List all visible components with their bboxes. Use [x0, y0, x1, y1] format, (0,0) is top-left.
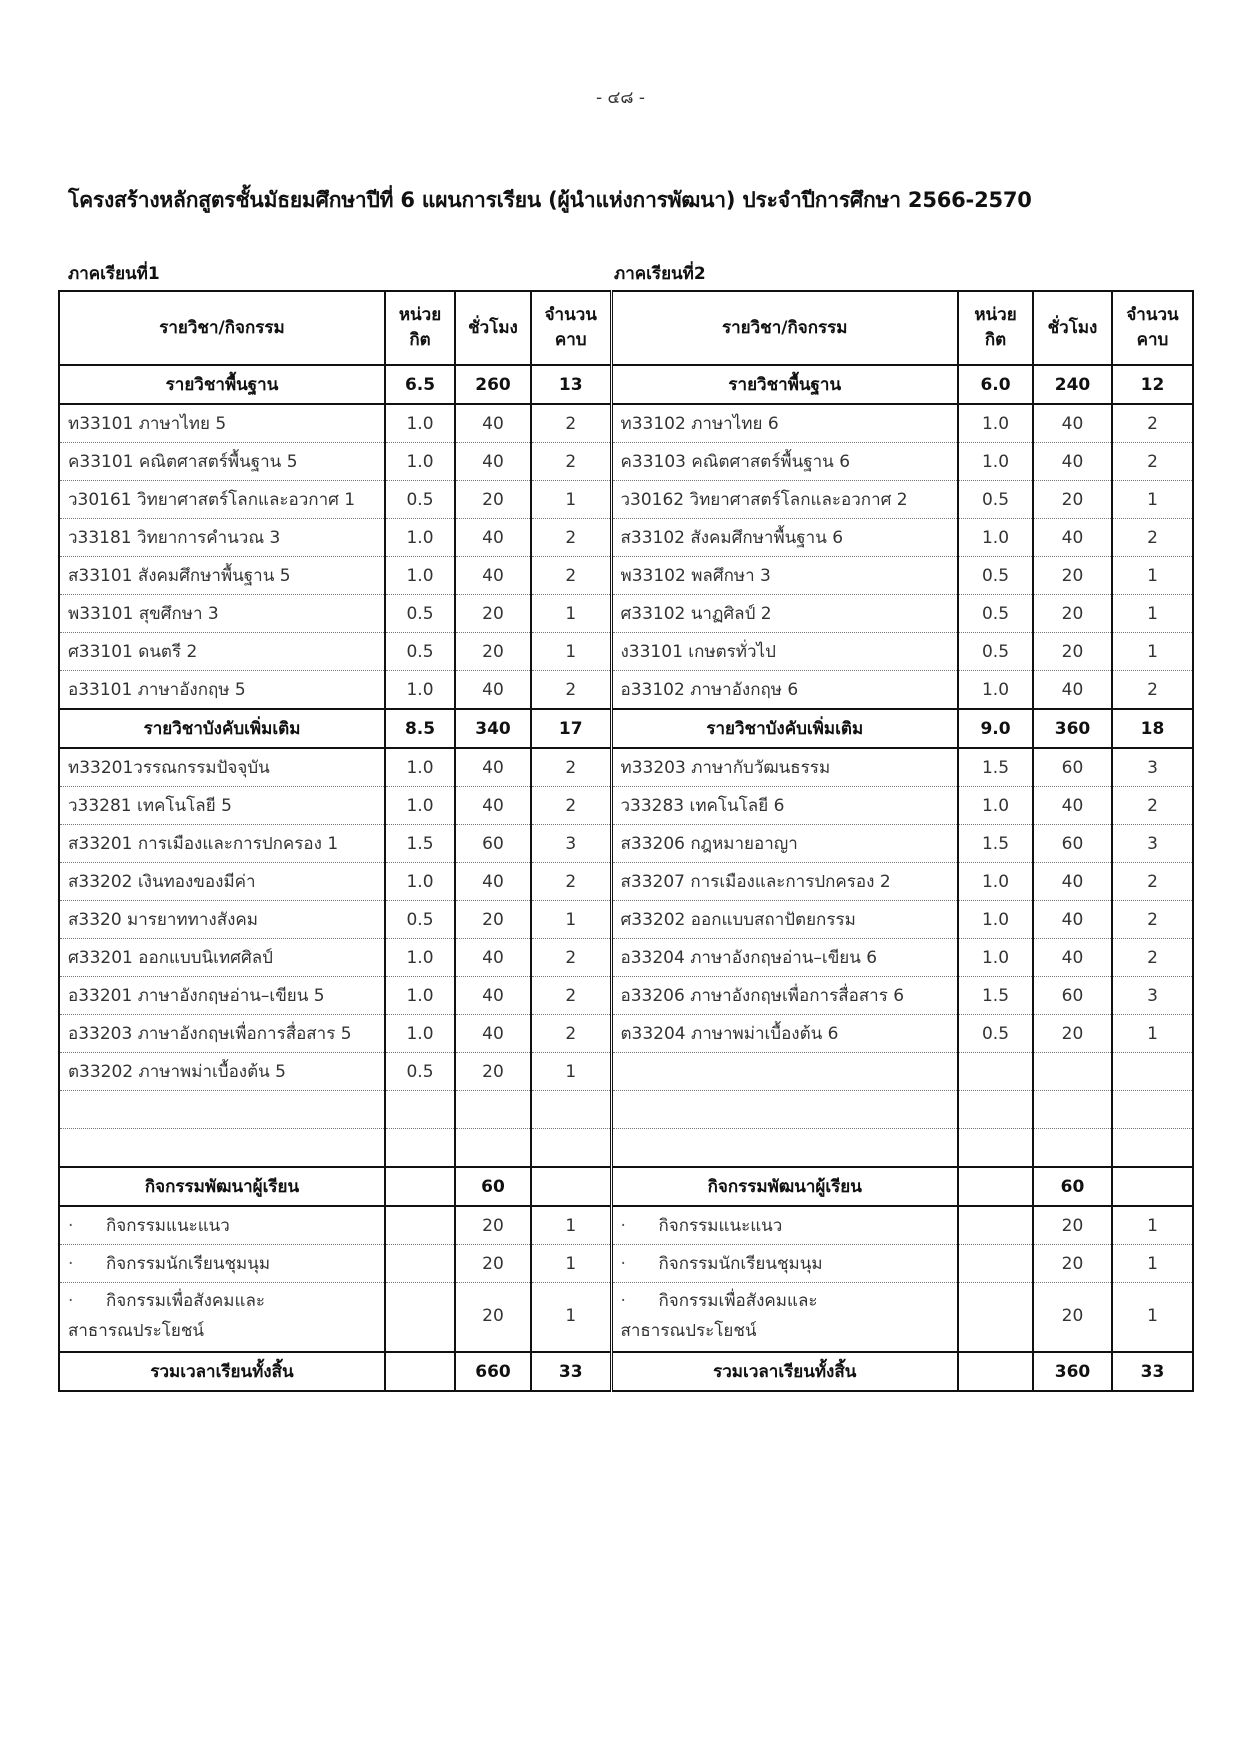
periods-cell: 2 [1112, 901, 1193, 939]
subject-cell: ส33201 การเมืองและการปกครอง 1 [59, 825, 385, 863]
table-row [59, 1129, 1193, 1168]
periods-cell: 2 [531, 748, 611, 787]
hours-cell: 20 [455, 1245, 531, 1283]
table-row [59, 1053, 1193, 1091]
document-title: โครงสร้างหลักสูตรชั้นมัธยมศึกษาปีที่ 6 แผนการเรียน (ผู้นำแห่งการพัฒนา) ประจำปีการศึกษา 2566-2570 [68, 188, 1032, 212]
empty-cell [958, 1129, 1033, 1168]
section-hours: 60 [1033, 1167, 1112, 1206]
subject-cell: ต33202 ภาษาพม่าเบื้องต้น 5 [59, 1053, 385, 1091]
periods-cell: 1 [1112, 1015, 1193, 1053]
hours-cell: 20 [455, 1053, 531, 1091]
hours-cell: 40 [455, 748, 531, 787]
header-periods-line1: จำนวน [544, 305, 597, 326]
periods-cell: 1 [1112, 557, 1193, 595]
hours-cell: 20 [1033, 481, 1112, 519]
subject-cell [59, 1245, 385, 1283]
empty-cell [1112, 1053, 1193, 1091]
subject-cell: ส3320 มารยาททางสังคม [59, 901, 385, 939]
subject-line1: กิจกรรมเพื่อสังคมและ [106, 1291, 266, 1312]
bullet-icon: · [620, 1291, 626, 1312]
hours-cell: 40 [455, 1015, 531, 1053]
term1-label: ภาคเรียนที่1 [68, 264, 160, 284]
periods-cell: 2 [531, 557, 611, 595]
subject-cell: อ33203 ภาษาอังกฤษเพื่อการสื่อสาร 5 [59, 1015, 385, 1053]
credit-cell: 1.0 [385, 977, 455, 1015]
total-label: รวมเวลาเรียนทั้งสิ้น [611, 1352, 958, 1391]
table-row [59, 1245, 1193, 1283]
empty-cell [611, 1053, 958, 1091]
hours-cell: 40 [455, 977, 531, 1015]
header-credit-line2: กิต [409, 330, 431, 350]
curriculum-table [58, 290, 1194, 1392]
hours-cell: 40 [1033, 901, 1112, 939]
periods-cell: 1 [1112, 1206, 1193, 1245]
header-subject: รายวิชา/กิจกรรม [59, 291, 385, 365]
subject-cell [611, 1206, 958, 1245]
subject-cell: ค33101 คณิตศาสตร์พื้นฐาน 5 [59, 443, 385, 481]
hours-cell: 60 [455, 825, 531, 863]
subject-cell [59, 1283, 385, 1353]
subject-cell: ศ33101 ดนตรี 2 [59, 633, 385, 671]
subject-cell: ส33207 การเมืองและการปกครอง 2 [611, 863, 958, 901]
table-header-row [59, 291, 1193, 365]
table-row [59, 1206, 1193, 1245]
section-label: รายวิชาพื้นฐาน [59, 365, 385, 404]
credit-cell: 1.0 [385, 404, 455, 443]
credit-cell: 1.0 [958, 519, 1033, 557]
total-credit [958, 1352, 1033, 1391]
hours-cell: 40 [1033, 863, 1112, 901]
hours-cell: 20 [455, 1283, 531, 1353]
section-credit: 9.0 [958, 709, 1033, 748]
periods-cell: 1 [531, 1283, 611, 1353]
subject-cell: ว33283 เทคโนโลยี 6 [611, 787, 958, 825]
section-hours: 60 [455, 1167, 531, 1206]
credit-cell: 0.5 [385, 595, 455, 633]
periods-cell: 2 [1112, 863, 1193, 901]
subject-cell: ส33206 กฎหมายอาญา [611, 825, 958, 863]
header-subject-term2: รายวิชา/กิจกรรม [611, 291, 958, 365]
header-credit-term2 [958, 291, 1033, 365]
empty-cell [958, 1091, 1033, 1129]
credit-cell: 1.0 [385, 787, 455, 825]
subject-cell: ท33101 ภาษาไทย 5 [59, 404, 385, 443]
table-row [59, 748, 1193, 787]
header-hours: ชั่วโมง [455, 291, 531, 365]
table-row [59, 671, 1193, 710]
table-row [59, 481, 1193, 519]
periods-cell: 2 [531, 787, 611, 825]
header-hours-term2: ชั่วโมง [1033, 291, 1112, 365]
section-credit [385, 1167, 455, 1206]
section-label: รายวิชาพื้นฐาน [611, 365, 958, 404]
hours-cell: 40 [455, 443, 531, 481]
total-hours: 360 [1033, 1352, 1112, 1391]
hours-cell: 40 [455, 404, 531, 443]
subject-cell: ท33102 ภาษาไทย 6 [611, 404, 958, 443]
subject-cell: อ33201 ภาษาอังกฤษอ่าน–เขียน 5 [59, 977, 385, 1015]
section-periods [531, 1167, 611, 1206]
subject-cell: ส33202 เงินทองของมีค่า [59, 863, 385, 901]
table-row [59, 1015, 1193, 1053]
credit-cell: 0.5 [385, 633, 455, 671]
subject-cell [611, 1245, 958, 1283]
table-row [59, 595, 1193, 633]
credit-cell: 1.0 [385, 939, 455, 977]
subject-cell: ต33204 ภาษาพม่าเบื้องต้น 6 [611, 1015, 958, 1053]
table-row [59, 901, 1193, 939]
periods-cell: 2 [1112, 939, 1193, 977]
section-hours: 340 [455, 709, 531, 748]
subject-cell: ว30162 วิทยาศาสตร์โลกและอวกาศ 2 [611, 481, 958, 519]
subject-cell: ส33102 สังคมศึกษาพื้นฐาน 6 [611, 519, 958, 557]
empty-cell [1112, 1091, 1193, 1129]
periods-cell: 2 [1112, 519, 1193, 557]
periods-cell: 3 [1112, 825, 1193, 863]
section-row-basic [59, 365, 1193, 404]
hours-cell: 60 [1033, 977, 1112, 1015]
header-credit-line2: กิต [984, 330, 1007, 350]
credit-cell: 0.5 [385, 481, 455, 519]
section-hours: 360 [1033, 709, 1112, 748]
subject-cell: พ33102 พลศึกษา 3 [611, 557, 958, 595]
hours-cell: 40 [455, 863, 531, 901]
section-row-elective [59, 709, 1193, 748]
subject-line2: สาธารณประโยชน์ [68, 1321, 205, 1341]
table-row [59, 404, 1193, 443]
subject-cell: อ33101 ภาษาอังกฤษ 5 [59, 671, 385, 710]
section-hours: 240 [1033, 365, 1112, 404]
periods-cell: 1 [531, 1245, 611, 1283]
empty-cell [958, 1053, 1033, 1091]
credit-cell: 1.0 [385, 519, 455, 557]
empty-cell [531, 1091, 611, 1129]
hours-cell: 20 [1033, 1206, 1112, 1245]
subject-cell: ค33103 คณิตศาสตร์พื้นฐาน 6 [611, 443, 958, 481]
empty-cell [1033, 1129, 1112, 1168]
table-row [59, 633, 1193, 671]
subject-cell: อ33204 ภาษาอังกฤษอ่าน–เขียน 6 [611, 939, 958, 977]
credit-cell [385, 1245, 455, 1283]
subject-cell: ศ33202 ออกแบบสถาปัตยกรรม [611, 901, 958, 939]
credit-cell: 1.0 [958, 939, 1033, 977]
empty-cell [59, 1091, 385, 1129]
periods-cell: 2 [531, 863, 611, 901]
subject-line1: กิจกรรมเพื่อสังคมและ [658, 1291, 818, 1312]
subject-cell: อ33102 ภาษาอังกฤษ 6 [611, 671, 958, 710]
periods-cell: 1 [531, 901, 611, 939]
credit-cell: 1.0 [385, 671, 455, 710]
total-label: รวมเวลาเรียนทั้งสิ้น [59, 1352, 385, 1391]
header-periods-line1: จำนวน [1126, 305, 1179, 326]
credit-cell: 1.0 [958, 787, 1033, 825]
credit-cell: 1.0 [958, 671, 1033, 710]
periods-cell: 1 [531, 595, 611, 633]
section-periods [1112, 1167, 1193, 1206]
hours-cell: 20 [1033, 557, 1112, 595]
hours-cell: 20 [455, 481, 531, 519]
total-periods: 33 [1112, 1352, 1193, 1391]
credit-cell [385, 1206, 455, 1245]
subject-cell: ว30161 วิทยาศาสตร์โลกและอวกาศ 1 [59, 481, 385, 519]
credit-cell: 0.5 [385, 901, 455, 939]
page-number: - ๔๘ - [595, 88, 646, 108]
section-label: กิจกรรมพัฒนาผู้เรียน [59, 1167, 385, 1206]
section-label: รายวิชาบังคับเพิ่มเติม [59, 709, 385, 748]
periods-cell: 2 [1112, 787, 1193, 825]
section-periods: 13 [531, 365, 611, 404]
periods-cell: 2 [1112, 404, 1193, 443]
periods-cell: 1 [531, 481, 611, 519]
section-label: รายวิชาบังคับเพิ่มเติม [611, 709, 958, 748]
subject-cell: ท33201วรรณกรรมปัจจุบัน [59, 748, 385, 787]
periods-cell: 1 [531, 633, 611, 671]
hours-cell: 20 [1033, 1283, 1112, 1353]
credit-cell: 0.5 [385, 1053, 455, 1091]
credit-cell: 1.0 [958, 443, 1033, 481]
subject-cell [611, 1283, 958, 1353]
credit-cell [385, 1283, 455, 1353]
periods-cell: 1 [1112, 595, 1193, 633]
credit-cell: 1.0 [385, 863, 455, 901]
header-credit-line1: หน่วย [974, 305, 1017, 326]
periods-cell: 1 [531, 1053, 611, 1091]
subject-cell: อ33206 ภาษาอังกฤษเพื่อการสื่อสาร 6 [611, 977, 958, 1015]
section-credit: 8.5 [385, 709, 455, 748]
subject-cell: ศ33102 นาฏศิลป์ 2 [611, 595, 958, 633]
periods-cell: 2 [531, 671, 611, 710]
hours-cell: 60 [1033, 748, 1112, 787]
hours-cell: 40 [455, 557, 531, 595]
periods-cell: 2 [531, 939, 611, 977]
hours-cell: 40 [1033, 519, 1112, 557]
credit-cell: 1.5 [958, 977, 1033, 1015]
hours-cell: 40 [1033, 671, 1112, 710]
table-row [59, 443, 1193, 481]
periods-cell: 2 [1112, 671, 1193, 710]
empty-cell [385, 1091, 455, 1129]
table-row [59, 939, 1193, 977]
subject-line2: สาธารณประโยชน์ [620, 1321, 757, 1341]
hours-cell: 40 [1033, 787, 1112, 825]
hours-cell: 20 [1033, 1015, 1112, 1053]
credit-cell: 1.0 [385, 557, 455, 595]
table-row [59, 557, 1193, 595]
bullet-icon: · [68, 1291, 74, 1312]
table-row [59, 1283, 1193, 1353]
periods-cell: 3 [531, 825, 611, 863]
periods-cell: 3 [1112, 977, 1193, 1015]
periods-cell: 2 [1112, 443, 1193, 481]
periods-cell: 2 [531, 404, 611, 443]
periods-cell: 2 [531, 443, 611, 481]
credit-cell: 1.5 [958, 748, 1033, 787]
credit-cell: 0.5 [958, 1015, 1033, 1053]
hours-cell: 20 [455, 595, 531, 633]
bullet-icon: · [620, 1216, 626, 1236]
subject-text: กิจกรรมแนะแนว [106, 1216, 230, 1236]
bullet-icon: · [68, 1216, 74, 1236]
header-periods-line2: คาบ [554, 330, 587, 350]
section-periods: 18 [1112, 709, 1193, 748]
header-periods-term2 [1112, 291, 1193, 365]
total-row [59, 1352, 1193, 1391]
subject-text: กิจกรรมนักเรียนชุมนุม [658, 1254, 823, 1274]
credit-cell [958, 1245, 1033, 1283]
empty-cell [455, 1091, 531, 1129]
hours-cell: 40 [455, 519, 531, 557]
subject-cell: พ33101 สุขศึกษา 3 [59, 595, 385, 633]
credit-cell: 1.0 [385, 748, 455, 787]
hours-cell: 20 [1033, 595, 1112, 633]
header-credit [385, 291, 455, 365]
subject-cell: ส33101 สังคมศึกษาพื้นฐาน 5 [59, 557, 385, 595]
header-periods [531, 291, 611, 365]
empty-cell [455, 1129, 531, 1168]
total-credit [385, 1352, 455, 1391]
total-hours: 660 [455, 1352, 531, 1391]
section-credit [958, 1167, 1033, 1206]
hours-cell: 60 [1033, 825, 1112, 863]
credit-cell: 0.5 [958, 633, 1033, 671]
credit-cell: 1.5 [958, 825, 1033, 863]
periods-cell: 3 [1112, 748, 1193, 787]
header-periods-line2: คาบ [1136, 330, 1169, 350]
table-row [59, 977, 1193, 1015]
hours-cell: 20 [1033, 1245, 1112, 1283]
hours-cell: 40 [455, 787, 531, 825]
credit-cell: 1.0 [958, 901, 1033, 939]
periods-cell: 2 [531, 1015, 611, 1053]
credit-cell: 0.5 [958, 481, 1033, 519]
section-periods: 12 [1112, 365, 1193, 404]
empty-cell [1033, 1053, 1112, 1091]
periods-cell: 2 [531, 977, 611, 1015]
periods-cell: 1 [1112, 481, 1193, 519]
total-periods: 33 [531, 1352, 611, 1391]
empty-cell [1112, 1129, 1193, 1168]
subject-cell: ท33203 ภาษากับวัฒนธรรม [611, 748, 958, 787]
credit-cell: 1.5 [385, 825, 455, 863]
section-credit: 6.0 [958, 365, 1033, 404]
section-credit: 6.5 [385, 365, 455, 404]
credit-cell: 1.0 [385, 443, 455, 481]
credit-cell [958, 1283, 1033, 1353]
table-row [59, 1091, 1193, 1129]
section-row-activity [59, 1167, 1193, 1206]
subject-cell: ว33181 วิทยาการคำนวณ 3 [59, 519, 385, 557]
hours-cell: 20 [455, 1206, 531, 1245]
empty-cell [59, 1129, 385, 1168]
empty-cell [611, 1091, 958, 1129]
term2-label: ภาคเรียนที่2 [614, 264, 706, 284]
hours-cell: 40 [455, 671, 531, 710]
header-credit-line1: หน่วย [398, 305, 442, 326]
hours-cell: 20 [455, 901, 531, 939]
credit-cell: 0.5 [958, 595, 1033, 633]
periods-cell: 2 [531, 519, 611, 557]
section-label: กิจกรรมพัฒนาผู้เรียน [611, 1167, 958, 1206]
empty-cell [531, 1129, 611, 1168]
hours-cell: 20 [455, 633, 531, 671]
periods-cell: 1 [1112, 1283, 1193, 1353]
empty-cell [611, 1129, 958, 1168]
subject-cell: ว33281 เทคโนโลยี 5 [59, 787, 385, 825]
credit-cell [958, 1206, 1033, 1245]
section-periods: 17 [531, 709, 611, 748]
credit-cell: 1.0 [958, 863, 1033, 901]
periods-cell: 1 [531, 1206, 611, 1245]
subject-cell [59, 1206, 385, 1245]
credit-cell: 1.0 [958, 404, 1033, 443]
table-row [59, 519, 1193, 557]
credit-cell: 0.5 [958, 557, 1033, 595]
empty-cell [1033, 1091, 1112, 1129]
subject-text: กิจกรรมแนะแนว [658, 1216, 783, 1236]
subject-text: กิจกรรมนักเรียนชุมนุม [106, 1254, 271, 1274]
hours-cell: 40 [1033, 404, 1112, 443]
hours-cell: 20 [1033, 633, 1112, 671]
hours-cell: 40 [1033, 939, 1112, 977]
periods-cell: 1 [1112, 633, 1193, 671]
credit-cell: 1.0 [385, 1015, 455, 1053]
table-row [59, 863, 1193, 901]
bullet-icon: · [68, 1254, 74, 1274]
subject-cell: ง33101 เกษตรทั่วไป [611, 633, 958, 671]
hours-cell: 40 [455, 939, 531, 977]
empty-cell [385, 1129, 455, 1168]
table-row [59, 787, 1193, 825]
subject-cell: ศ33201 ออกแบบนิเทศศิลป์ [59, 939, 385, 977]
bullet-icon: · [620, 1254, 626, 1274]
periods-cell: 1 [1112, 1245, 1193, 1283]
section-hours: 260 [455, 365, 531, 404]
table-row [59, 825, 1193, 863]
hours-cell: 40 [1033, 443, 1112, 481]
